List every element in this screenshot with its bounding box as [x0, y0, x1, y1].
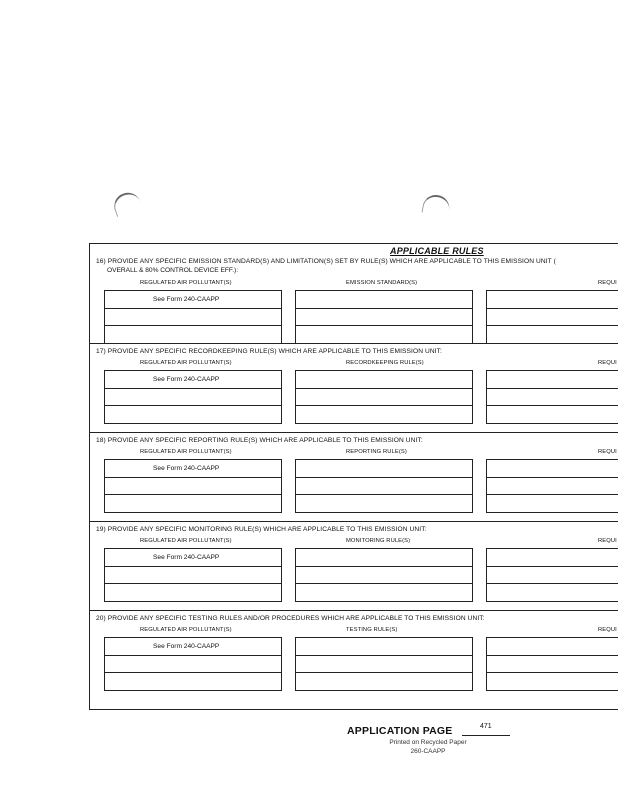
column-header-rule: RECORDKEEPING RULE(S): [346, 360, 424, 366]
entry-line: [487, 672, 618, 673]
rule-box[interactable]: [295, 548, 473, 602]
entry-line: [487, 308, 618, 309]
form-code: 260-CAAPP: [410, 748, 446, 755]
recycled-paper-note: Printed on Recycled Paper: [389, 739, 467, 746]
column-header-requirement: REQUI: [598, 360, 617, 366]
entry-line: [487, 583, 618, 584]
entry-line: [105, 494, 281, 495]
section-question: 20) PROVIDE ANY SPECIFIC TESTING RULES AND/OR PROCEDURES WHICH ARE APPLICABLE TO THIS EMISSION UNIT:: [96, 615, 485, 622]
column-header-pollutant: REGULATED AIR POLLUTANT(S): [140, 280, 232, 286]
entry-line: [105, 308, 281, 309]
column-header-rule: EMISSION STANDARD(S): [346, 280, 418, 286]
column-header-requirement: REQUI: [598, 449, 617, 455]
entry-line: [105, 566, 281, 567]
entry-line: [487, 655, 618, 656]
rule-box[interactable]: [295, 637, 473, 691]
entry-line: [296, 672, 472, 673]
form-title: APPLICABLE RULES: [390, 246, 484, 256]
entry-line: [105, 477, 281, 478]
pollutant-value: See Form 240-CAAPP: [153, 554, 220, 561]
column-header-requirement: REQUI: [598, 538, 617, 544]
punch-hole-mark-right: [421, 193, 451, 217]
entry-line: [105, 583, 281, 584]
entry-line: [296, 388, 472, 389]
requirement-box[interactable]: [486, 370, 618, 424]
entry-line: [487, 325, 618, 326]
column-header-requirement: REQUI: [598, 280, 617, 286]
entry-line: [105, 672, 281, 673]
entry-line: [296, 405, 472, 406]
application-page-label: APPLICATION PAGE: [347, 725, 453, 737]
requirement-box[interactable]: [486, 637, 618, 691]
column-header-pollutant: REGULATED AIR POLLUTANT(S): [140, 449, 232, 455]
rule-box[interactable]: [295, 290, 473, 344]
column-header-pollutant: REGULATED AIR POLLUTANT(S): [140, 627, 232, 633]
section-divider: [90, 610, 618, 611]
pollutant-box[interactable]: [104, 459, 282, 513]
entry-line: [105, 325, 281, 326]
entry-line: [296, 583, 472, 584]
entry-line: [296, 308, 472, 309]
pollutant-box[interactable]: [104, 548, 282, 602]
entry-line: [487, 405, 618, 406]
requirement-box[interactable]: [486, 548, 618, 602]
column-header-requirement: REQUI: [598, 627, 617, 633]
requirement-box[interactable]: [486, 290, 618, 344]
entry-line: [487, 566, 618, 567]
column-header-rule: TESTING RULE(S): [346, 627, 398, 633]
section-question-continued: OVERALL & 80% CONTROL DEVICE EFF.):: [107, 267, 239, 274]
entry-line: [487, 494, 618, 495]
entry-line: [487, 388, 618, 389]
section-question: 19) PROVIDE ANY SPECIFIC MONITORING RULE(S) WHICH ARE APPLICABLE TO THIS EMISSION UNIT:: [96, 526, 427, 533]
pollutant-value: See Form 240-CAAPP: [153, 643, 220, 650]
entry-line: [105, 388, 281, 389]
section-question: 17) PROVIDE ANY SPECIFIC RECORDKEEPING RULE(S) WHICH ARE APPLICABLE TO THIS EMISSION UNIT:: [96, 348, 442, 355]
applicable-rules-form: [89, 243, 618, 710]
punch-hole-mark-left: [110, 189, 142, 217]
pollutant-box[interactable]: [104, 637, 282, 691]
entry-line: [105, 655, 281, 656]
entry-line: [105, 405, 281, 406]
section-question: 16) PROVIDE ANY SPECIFIC EMISSION STANDARD(S) AND LIMITATION(S) SET BY RULE(S) WHICH ARE APPLICABLE TO THIS EMISSION UNIT (: [96, 258, 556, 265]
rule-box[interactable]: [295, 459, 473, 513]
pollutant-value: See Form 240-CAAPP: [153, 465, 220, 472]
entry-line: [487, 477, 618, 478]
column-header-rule: REPORTING RULE(S): [346, 449, 407, 455]
entry-line: [296, 566, 472, 567]
column-header-pollutant: REGULATED AIR POLLUTANT(S): [140, 538, 232, 544]
section-divider: [90, 432, 618, 433]
column-header-rule: MONITORING RULE(S): [346, 538, 411, 544]
pollutant-value: See Form 240-CAAPP: [153, 376, 220, 383]
rule-box[interactable]: [295, 370, 473, 424]
column-header-pollutant: REGULATED AIR POLLUTANT(S): [140, 360, 232, 366]
entry-line: [296, 655, 472, 656]
pollutant-box[interactable]: [104, 370, 282, 424]
page-number-underline: [462, 735, 510, 736]
section-divider: [90, 521, 618, 522]
pollutant-value: See Form 240-CAAPP: [153, 296, 220, 303]
requirement-box[interactable]: [486, 459, 618, 513]
section-divider: [90, 343, 618, 344]
entry-line: [296, 477, 472, 478]
section-question: 18) PROVIDE ANY SPECIFIC REPORTING RULE(S) WHICH ARE APPLICABLE TO THIS EMISSION UNIT:: [96, 437, 423, 444]
pollutant-box[interactable]: [104, 290, 282, 344]
entry-line: [296, 494, 472, 495]
page-number: 471: [480, 723, 492, 730]
entry-line: [296, 325, 472, 326]
